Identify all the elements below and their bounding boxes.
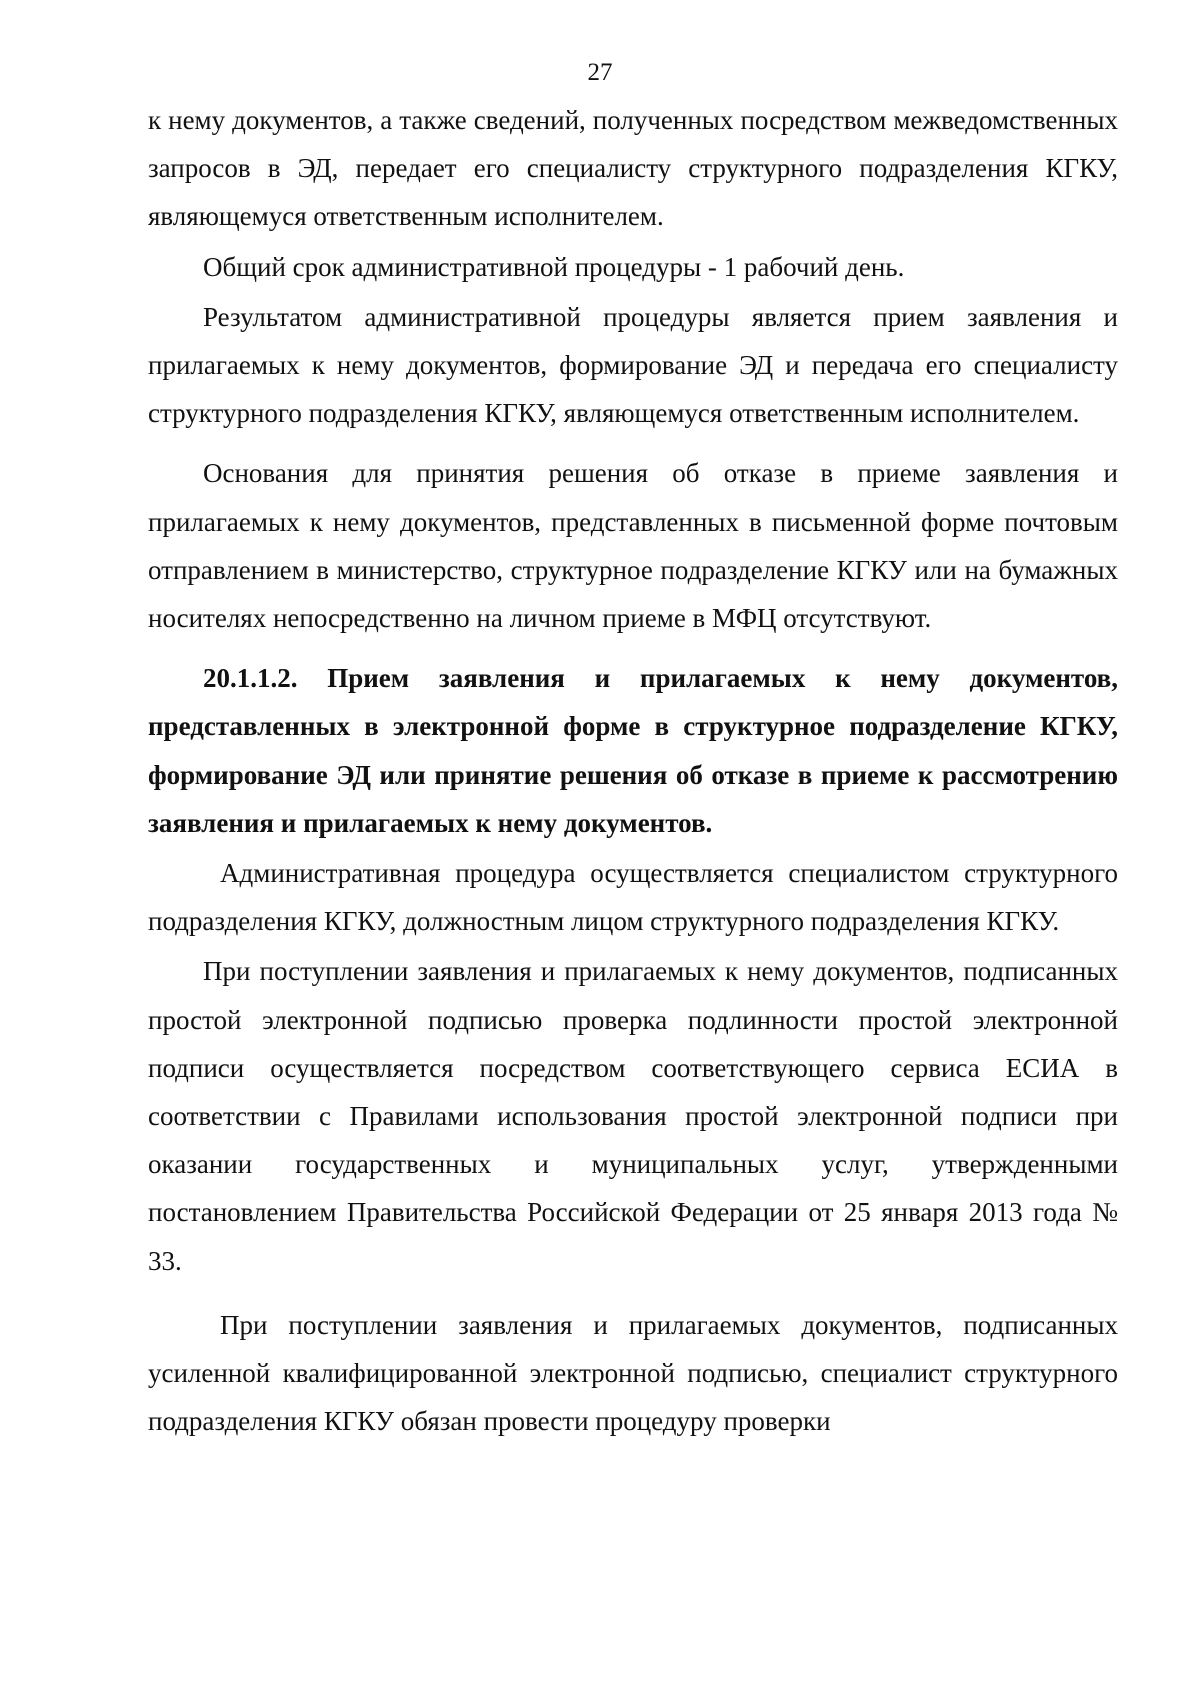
page-number: 27 [587, 59, 613, 86]
paragraph-procedure-term: Общий срок административной процедуры - 1 рабочий день. [203, 251, 905, 282]
paragraph-procedure-result: Результатом административной процедуры является прием заявления и прилагаемых к нему документов, формирование ЭД и передача его специалисту структурного подразделения КГКУ, являющемуся ответственным исполнителем. [148, 301, 1118, 429]
paragraph-simple-signature: При поступлении заявления и прилагаемых к нему документов, подписанных простой электронной подписью проверка подлинности простой электронной подписи осуществляется посредством соответствующего сервиса ЕСИА в соответствии с Правилами использования простой электронной подписи при оказании государственных и муниципальных услуг, утвержденными постановлением Правительства Российской Федерации от 25 января 2013 года № 33. [148, 956, 1118, 1276]
paragraph-continuation: к нему документов, а также сведений, полученных посредством межведомственных запросов в ЭД, передает его специалисту структурного подразделения КГКУ, являющемуся ответственным исполнителем. [148, 105, 1118, 232]
document-body [148, 96, 1118, 1445]
paragraph-refusal-grounds: Основания для принятия решения об отказе в приеме заявления и прилагаемых к нему документов, представленных в письменной форме почтовым отправлением в министерство, структурное подразделение КГКУ или на бумажных носителях непосредственно на личном приеме в МФЦ отсутствуют. [148, 458, 1118, 634]
section-heading: 20.1.1.2. Прием заявления и прилагаемых к нему документов, представленных в электронной форме в структурное подразделение КГКУ, формирование ЭД или принятие решения об отказе в приеме к рассмотрению заявления и прилагаемых к нему документов. [148, 663, 1118, 838]
paragraph-procedure-executor: Административная процедура осуществляется специалистом структурного подразделения КГКУ, должностным лицом структурного подразделения КГКУ. [148, 858, 1118, 937]
paragraph-qualified-signature: При поступлении заявления и прилагаемых документов, подписанных усиленной квалифицированной электронной подписью, специалист структурного подразделения КГКУ обязан провести процедуру проверки [148, 1309, 1118, 1437]
